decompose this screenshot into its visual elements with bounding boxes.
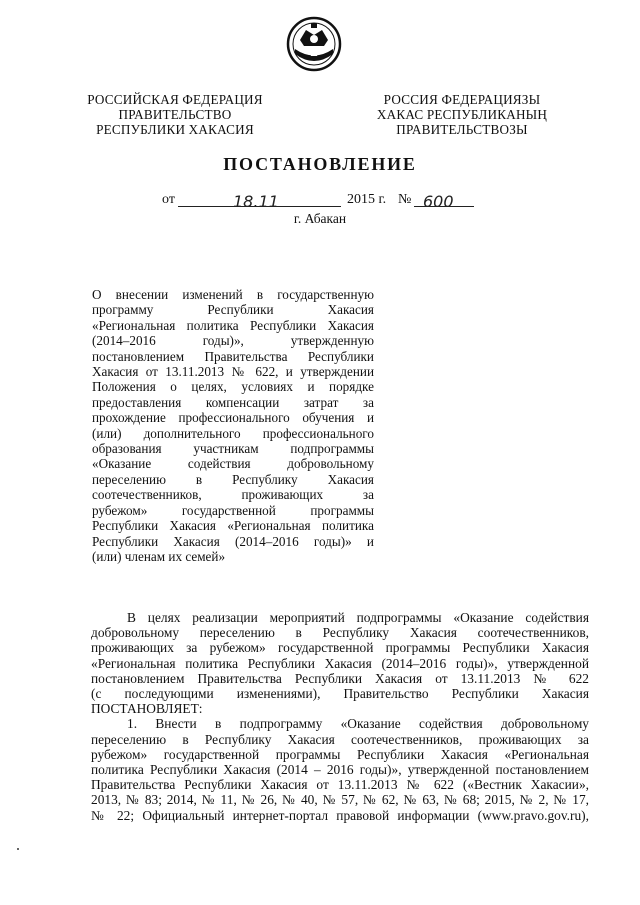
subject-line: (или) дополнительного профессионального	[92, 425, 374, 441]
subject-line: О внесении изменений в государственную	[92, 287, 374, 302]
body-line-decree: ПОСТАНОВЛЯЕТ:	[91, 701, 203, 717]
subject-line: рубежом» государственной программы	[92, 502, 374, 518]
body-line: Правительства Республики Хакасия от 13.11.2013 № 622 («Вестник Хакасии»,	[91, 777, 589, 793]
subject-line: «Оказание содействия добровольному	[92, 456, 374, 472]
header-left-russian	[70, 92, 280, 137]
date-year: 2015 г.	[347, 192, 387, 207]
header-right-line: ПРАВИТЕЛЬСТВОЗЫ	[396, 122, 528, 137]
header-right-khakas	[352, 92, 572, 137]
body-line: «Региональная политика Республики Хакасия (2014–2016 годы)», утвержденной	[91, 655, 589, 671]
header-right-line: РОССИЯ ФЕДЕРАЦИЯЗЫ	[383, 92, 541, 107]
date-prefix: от	[162, 192, 175, 207]
subject-line: (или) членам их семей»	[92, 548, 226, 564]
document-title: ПОСТАНОВЛЕНИЕ	[223, 154, 417, 174]
coat-of-arms-emblem-icon	[286, 16, 342, 72]
subject-line: программу Республики Хакасия	[92, 302, 374, 318]
subject-block	[92, 287, 374, 564]
city-name: г. Абакан	[293, 211, 347, 226]
subject-line: Хакасия от 13.11.2013 № 622, и утверждении	[92, 364, 374, 380]
subject-line: Положения о целях, условиях и порядке	[92, 379, 374, 395]
body-line: 1. Внести в подпрограмму «Оказание содействия добровольному	[127, 716, 589, 732]
number-sign: №	[398, 192, 412, 207]
subject-line: Республики Хакасия (2014–2016 годы)» и	[92, 533, 374, 549]
subject-line: прохождение профессионального обучения и	[92, 410, 374, 426]
date-number-line	[0, 188, 640, 210]
header-left-line: ПРАВИТЕЛЬСТВО	[118, 107, 232, 122]
handwritten-number: 600	[423, 192, 454, 211]
body-line: политика Республики Хакасия (2014 – 2016 годы)», утвержденной постановлением	[91, 762, 589, 778]
subject-line: переселению в Республику Хакасия	[92, 471, 374, 487]
body-line: В целях реализации мероприятий подпрограммы «Оказание содействия	[127, 610, 589, 625]
body-line: № 22; Официальный интернет-портал правовой информации (www.pravo.gov.ru),	[91, 807, 589, 823]
subject-line: (2014–2016 годы)», утвержденную	[92, 333, 374, 349]
header-left-line: РОССИЙСКАЯ ФЕДЕРАЦИЯ	[87, 92, 263, 107]
header-left-line: РЕСПУБЛИКИ ХАКАСИЯ	[96, 122, 254, 137]
subject-line: образования участникам подпрограммы	[92, 441, 374, 457]
body-line: добровольному переселению в Республику Хакасия соотечественников,	[91, 625, 589, 641]
subject-line: Республики Хакасия «Региональная политика	[92, 518, 374, 534]
body-line: проживающих за рубежом» государственной программы Республики Хакасия	[91, 640, 589, 656]
header-right-line: ХАКАС РЕСПУБЛИКАНЫҢ	[376, 107, 548, 122]
subject-line: постановлением Правительства Республики	[92, 348, 374, 364]
body-text	[91, 610, 589, 823]
body-line: 2013, № 83; 2014, № 11, № 26, № 40, № 57, № 62, № 63, № 68; 2015, № 2, № 17,	[91, 792, 589, 808]
body-line: переселению в Республику Хакасия соотечественников, проживающих за	[91, 731, 589, 747]
subject-line: соотечественников, проживающих за	[92, 487, 374, 503]
subject-line: «Региональная политика Республики Хакасия	[92, 317, 374, 333]
handwritten-date: 18.11	[233, 192, 279, 211]
body-line: (с последующими изменениями), Правительство Республики Хакасия	[91, 686, 589, 702]
body-line: постановлением Правительства Республики Хакасия от 13.11.2013 № 622	[91, 670, 589, 686]
margin-mark	[17, 848, 19, 850]
body-line: рубежом» государственной программы Республики Хакасия «Региональная	[91, 746, 589, 762]
subject-line: предоставления компенсации затрат за	[92, 394, 374, 410]
